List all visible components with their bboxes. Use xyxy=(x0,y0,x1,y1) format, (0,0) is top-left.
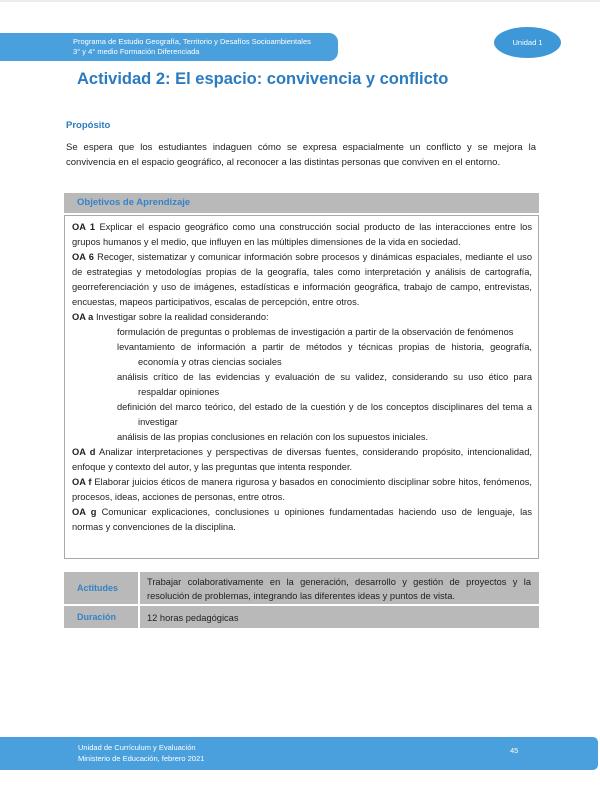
oa-subitem: análisis crítico de las evidencias y evaluación de su validez, considerando su uso ético para respaldar opiniones xyxy=(117,372,532,397)
oa-subitem: formulación de preguntas o problemas de investigación a partir de la observación de fenómenos xyxy=(117,327,514,337)
page-top-edge-line xyxy=(0,0,600,2)
oa-item xyxy=(72,505,532,535)
duracion-text-content: 12 horas pedagógicas xyxy=(147,613,239,623)
oa-text: Analizar interpretaciones y perspectivas de diversas fuentes, considerando propósito, intencionalidad, enfoque y contexto del autor, y las preguntas que intenta responder. xyxy=(72,447,532,472)
actitudes-text-content: Trabajar colaborativamente en la generación, desarrollo y gestión de proyectos y la resolución de problemas, integrando las diferentes ideas y puntos de vista. xyxy=(147,577,531,601)
info-table xyxy=(64,572,539,628)
duracion-text xyxy=(140,606,539,628)
oa-code: OA d xyxy=(72,447,96,457)
oa-item xyxy=(72,475,532,505)
footer-line-1: Unidad de Currículum y Evaluación xyxy=(78,743,196,752)
objetivos-table-body xyxy=(64,215,539,559)
proposito-text: Se espera que los estudiantes indaguen cómo se expresa espacialmente un conflicto y se mejora la convivencia en el espacio geográfico, al reconocer a las distintas personas que conviven en el entorno. xyxy=(66,142,536,168)
oa-code: OA 6 xyxy=(72,252,94,262)
proposito-heading: Propósito xyxy=(66,120,111,131)
oa-code: OA 1 xyxy=(72,222,96,232)
oa-code: OA g xyxy=(72,507,97,517)
oa-text: Elaborar juicios éticos de manera rigurosa y basados en conocimiento disciplinar sobre hitos, fenómenos, procesos, ideas, acciones de personas, entre otros. xyxy=(72,477,532,502)
program-header-bar xyxy=(0,33,338,61)
oa-text: Investigar sobre la realidad considerando: xyxy=(95,312,269,322)
objetivos-table-header: Objetivos de Aprendizaje xyxy=(64,193,539,213)
footer-bar xyxy=(0,737,598,770)
unit-badge-label: Unidad 1 xyxy=(512,38,543,47)
oa-sublist xyxy=(72,325,532,445)
oa-item xyxy=(72,445,532,475)
program-line-2: 3° y 4° medio Formación Diferenciada xyxy=(73,47,200,56)
footer-line-2: Ministerio de Educación, febrero 2021 xyxy=(78,753,205,763)
oa-item xyxy=(72,310,532,325)
actitudes-label: Actitudes xyxy=(64,572,138,604)
oa-text: Comunicar explicaciones, conclusiones u opiniones fundamentadas haciendo uso de lenguaje, las normas y convenciones de la disciplina. xyxy=(72,507,532,532)
oa-text: Recoger, sistematizar y comunicar información sobre procesos y dinámicas espaciales, mediante el uso de estrategias y metodologías propias de la geografía, tales como interpretación y análisis de cartografía, georreferenciación y uso de imágenes, estadísticas e información geográfica, trabajo de campo, entrevistas, encuestas, mapeos participativos, escalas de percepción, entre otros. xyxy=(72,252,532,307)
oa-item xyxy=(72,220,532,250)
page-number: 45 xyxy=(510,746,519,755)
objetivos-table xyxy=(64,193,539,559)
oa-code: OA a xyxy=(72,312,94,322)
duracion-label: Duración xyxy=(64,606,138,628)
oa-item xyxy=(72,250,532,310)
program-line-1: Programa de Estudio Geografía, Territorio y Desafíos Socioambientales xyxy=(73,37,311,46)
oa-text: Explicar el espacio geográfico como una construcción social producto de las interacciones entre los grupos humanos y el medio, que influyen en las múltiples dimensiones de la vida en sociedad. xyxy=(72,222,532,247)
oa-code: OA f xyxy=(72,477,92,487)
oa-subitem: levantamiento de información a partir de métodos y técnicas propias de historia, geografía, economía y otras ciencias sociales xyxy=(117,342,532,367)
page-title: Actividad 2: El espacio: convivencia y conflicto xyxy=(77,70,449,88)
actitudes-text xyxy=(140,572,539,604)
unit-badge xyxy=(494,27,561,58)
oa-subitem: análisis de las propias conclusiones en relación con los supuestos iniciales. xyxy=(117,432,429,442)
oa-subitem: definición del marco teórico, del estado de la cuestión y de los conceptos disciplinares del tema a investigar xyxy=(117,402,532,427)
